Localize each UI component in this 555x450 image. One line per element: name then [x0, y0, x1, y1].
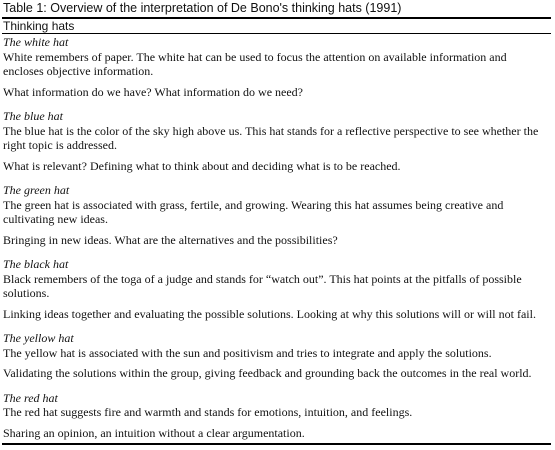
header-rule	[2, 33, 551, 34]
hat-row-yellow	[3, 331, 549, 381]
hat-row-blue	[3, 109, 549, 173]
hat-question: Bringing in new ideas. What are the alternatives and the possibilities?	[3, 232, 338, 247]
hat-question: Linking ideas together and evaluating the possible solutions. Looking at why this solutions will or will not fail.	[3, 306, 536, 321]
hat-description: Black remembers of the toga of a judge and stands for “watch out”. This hat points at the pitfalls of possible solutions.	[3, 271, 522, 300]
hat-title: The white hat	[3, 35, 69, 49]
hat-title: The red hat	[3, 390, 58, 405]
hat-question: What information do we have? What information do we need?	[3, 84, 304, 99]
hat-row-black	[3, 257, 549, 321]
hat-description: The yellow hat is associated with the sun and positivism and tries to integrate and apply the solutions.	[3, 345, 492, 360]
hat-description: The red hat suggests fire and warmth and stands for emotions, intuition, and feelings.	[3, 405, 413, 419]
bottom-rule	[2, 443, 551, 445]
hat-description: White remembers of paper. The white hat can be used to focus the attention on available information and encloses objective information.	[3, 49, 507, 78]
hat-description: The blue hat is the color of the sky high above us. This hat stands for a reflective perspective to see whether the right topic is addressed.	[3, 123, 539, 152]
top-rule	[2, 17, 551, 19]
hat-question: What is relevant? Defining what to think about and deciding what is to be reached.	[3, 158, 401, 173]
column-header: Thinking hats	[3, 19, 75, 33]
hat-row-white	[3, 35, 549, 99]
hat-title: The yellow hat	[3, 331, 74, 345]
hat-description: The green hat is associated with grass, fertile, and growing. Wearing this hat assumes being creative and cultivating new ideas.	[3, 197, 504, 226]
hat-title: The black hat	[3, 257, 69, 271]
hat-question: Sharing an opinion, an intuition without a clear argumentation.	[3, 425, 305, 440]
hat-title: The green hat	[3, 183, 70, 197]
hat-question: Validating the solutions within the group, giving feedback and grounding back the outcomes in the real world.	[3, 366, 532, 380]
table-body	[3, 35, 549, 440]
hat-title: The blue hat	[3, 109, 63, 123]
hat-row-red	[3, 391, 549, 441]
hat-row-green	[3, 183, 549, 247]
table-caption: Table 1: Overview of the interpretation of De Bono's thinking hats (1991)	[3, 1, 402, 15]
